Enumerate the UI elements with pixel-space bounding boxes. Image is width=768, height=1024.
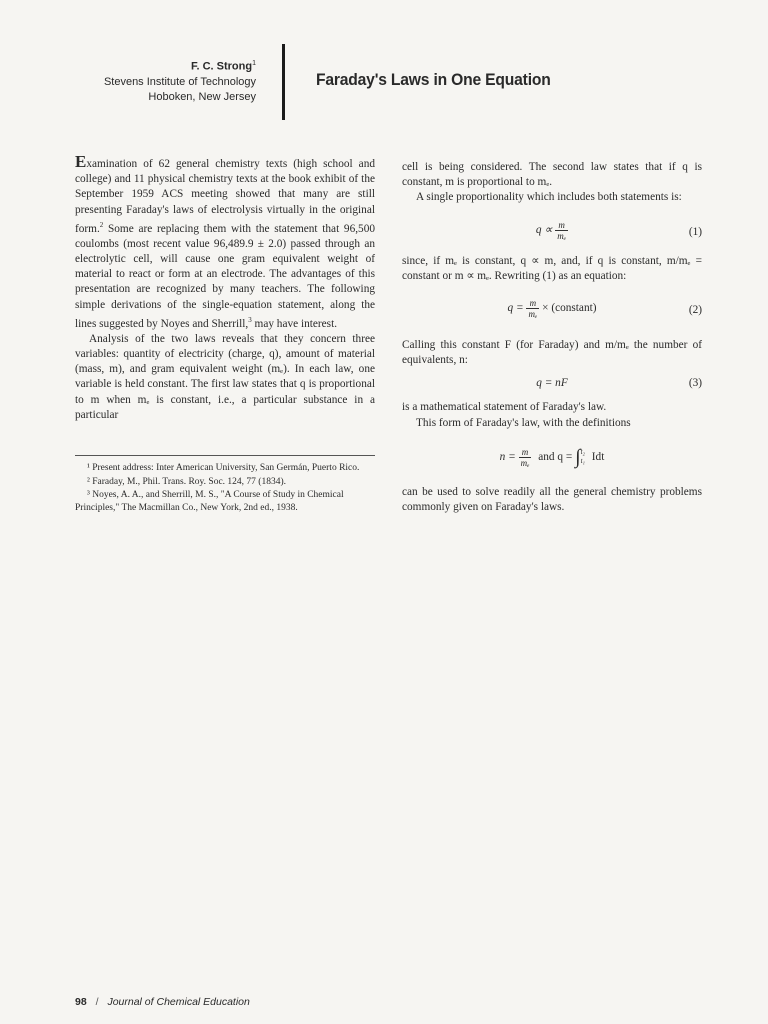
footnote-1: ¹ Present address: Inter American University, San Germán, Puerto Rico. — [87, 463, 360, 473]
left-column — [75, 152, 375, 423]
drop-cap: E — [75, 152, 87, 171]
paragraph-r7: can be used to solve readily all the general chemistry problems commonly given on Faraday's laws. — [402, 485, 702, 514]
affiliation: Stevens Institute of Technology — [103, 75, 256, 88]
paragraph-r2: A single proportionality which includes both statements is: — [416, 191, 682, 204]
equation-3: q = nF (3) — [402, 376, 702, 400]
right-column — [402, 160, 702, 515]
equation-label: (3) — [688, 377, 702, 390]
integral-sign: ∫ — [575, 445, 581, 468]
footnote-2: ² Faraday, M., Phil. Trans. Roy. Soc. 124, 77 (1834). — [87, 476, 287, 487]
paragraph-r4: Calling this constant F (for Faraday) and m/mₑ the number of equivalents, n: — [402, 339, 702, 367]
equation-2: q = $\frac{m}{\text{mₑ}}$ × (constant) (2) — [507, 298, 702, 320]
paragraph-r6: This form of Faraday's law, with the definitions — [416, 416, 631, 429]
page-number: 98 — [75, 996, 87, 1008]
footnotes — [75, 462, 375, 515]
paragraph-r1: cell is being considered. The second law states that if q is constant, m is proportional to mₑ. — [402, 161, 702, 189]
title-divider — [282, 44, 285, 120]
author-name: F. C. Strong$^1$ — [190, 60, 256, 73]
paragraph-2: Analysis of the two laws reveals that they concern three variables: quantity of electricity (charge, q), amount of material (mass, m), and gram equivalent weight (mₑ). In each law, one variable is held constant. The first law states that q is proportional to m when mₑ is constant, i.e., a particular substance in a particular — [75, 332, 375, 421]
page-footer — [75, 996, 250, 1008]
equation-1: q ∝ $\frac{m}{\text{mₑ}}$ (1) — [535, 219, 702, 241]
location: Hoboken, New Jersey — [148, 90, 256, 103]
footnote-3: ³ Noyes, A. A., and Sherrill, M. S., "A Course of Study in Chemical Principles," The Macmillan Co., New York, 2nd ed., 1938. — [75, 490, 344, 513]
footnote-divider — [75, 455, 375, 456]
author-block — [60, 56, 256, 105]
footer-separator: / — [95, 996, 99, 1008]
paragraph-r5: is a mathematical statement of Faraday's law. — [402, 401, 607, 414]
equation-4: n = $\frac{m}{\text{mₑ}}$ and q = ∫ t₂ t₁ Idt — [499, 445, 605, 468]
paragraph-r3: since, if mₑ is constant, q ∝ m, and, if q is constant, m/mₑ = constant or m ∝ mₑ. Rewriting (1) as an equation: — [402, 254, 702, 282]
journal-name: Journal of Chemical Education — [107, 996, 250, 1008]
paragraph-1: Examination of 62 general chemistry texts (high school and college) and 11 physical chemistry texts at the book exhibit of the September 1959 ACS meeting showed that many are still presenting Faraday's laws of electrolysis virtually in the original form.$^2$ Some are replacing them with the statement that 96,500 coulombs (most recent value 96,489.9 ± 2.0) passed through an electrolytic cell, will cause one gram equivalent weight of material to react or form at an electrode. The advantages of this presentation are recognized by many teachers. The following simple derivations of the single-equation statement, along the lines suggested by Noyes and Sherrill,$^3$ may have interest. — [75, 152, 375, 330]
article-title: Faraday's Laws in One Equation — [316, 70, 551, 89]
equation-label: (2) — [688, 304, 702, 317]
equation-label: (1) — [688, 225, 702, 238]
